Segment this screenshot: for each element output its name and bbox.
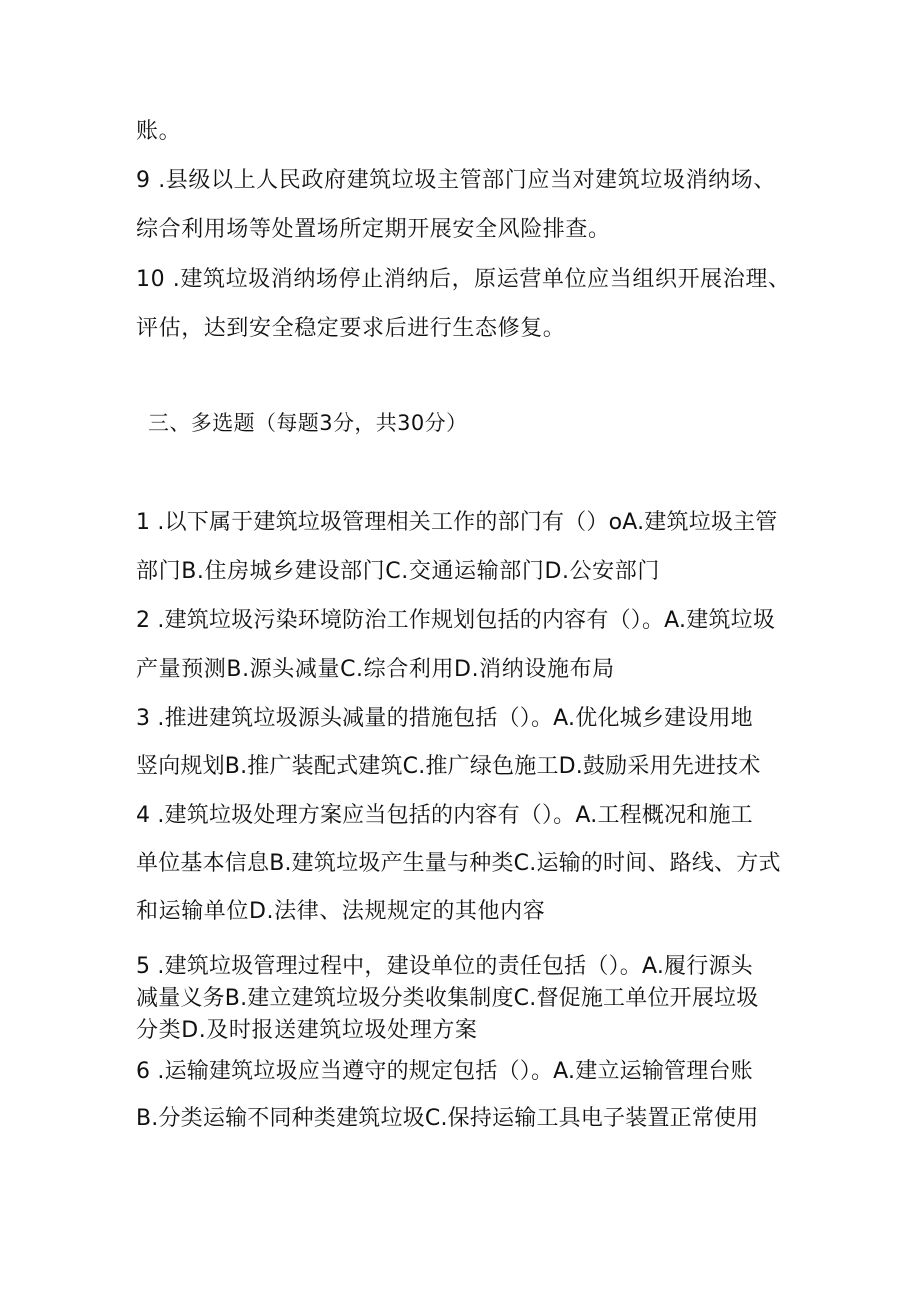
question-6-line: B.分类运输不同种类建筑垃圾C.保持运输工具电子装置正常使用 (136, 1106, 759, 1131)
question-5-line: 减量义务B.建立建筑垃圾分类收集制度C.督促施工单位开展垃圾 (136, 986, 759, 1011)
question-2-line: 产量预测B.源头减量C.综合利用D.消纳设施布局 (136, 657, 615, 682)
question-4-line: 和运输单位D.法律、法规规定的其他内容 (136, 899, 546, 924)
question-5-line: 分类D.及时报送建筑垃圾处理方案 (136, 1018, 478, 1043)
text-line: 综合利用场等处置场所定期开展安全风险排查。 (136, 217, 611, 242)
question-1-line: 1 .以下属于建筑垃圾管理相关工作的部门有（）oA.建筑垃圾主管 (136, 510, 778, 535)
text-line: 10 .建筑垃圾消纳场停止消纳后，原运营单位应当组织开展治理、 (136, 267, 791, 292)
question-4-line: 4 .建筑垃圾处理方案应当包括的内容有（）。A.工程概况和施工 (136, 803, 753, 828)
question-2-line: 2 .建筑垃圾污染环境防治工作规划包括的内容有（）。A.建筑垃圾 (136, 608, 776, 633)
question-3-line: 竖向规划B.推广装配式建筑C.推广绿色施工D.鼓励采用先进技术 (136, 754, 761, 779)
question-4-line: 单位基本信息B.建筑垃圾产生量与种类C.运输的时间、路线、方式 (136, 851, 781, 876)
text-line: 评估，达到安全稳定要求后进行生态修复。 (136, 316, 566, 341)
question-1-line: 部门B.住房城乡建设部门C.交通运输部门D.公安部门 (136, 559, 660, 584)
question-6-line: 6 .运输建筑垃圾应当遵守的规定包括（）。A.建立运输管理台账 (136, 1059, 753, 1084)
question-3-line: 3 .推进建筑垃圾源头减量的措施包括（）。A.优化城乡建设用地 (136, 706, 753, 731)
question-5-line: 5 .建筑垃圾管理过程中，建设单位的责任包括（）。A.履行源头 (136, 954, 753, 979)
text-line: 9 .县级以上人民政府建筑垃圾主管部门应当对建筑垃圾消纳场、 (136, 168, 776, 193)
section-heading: 三、多选题（每题3分，共30分） (148, 411, 468, 435)
text-line: 账。 (136, 119, 182, 144)
